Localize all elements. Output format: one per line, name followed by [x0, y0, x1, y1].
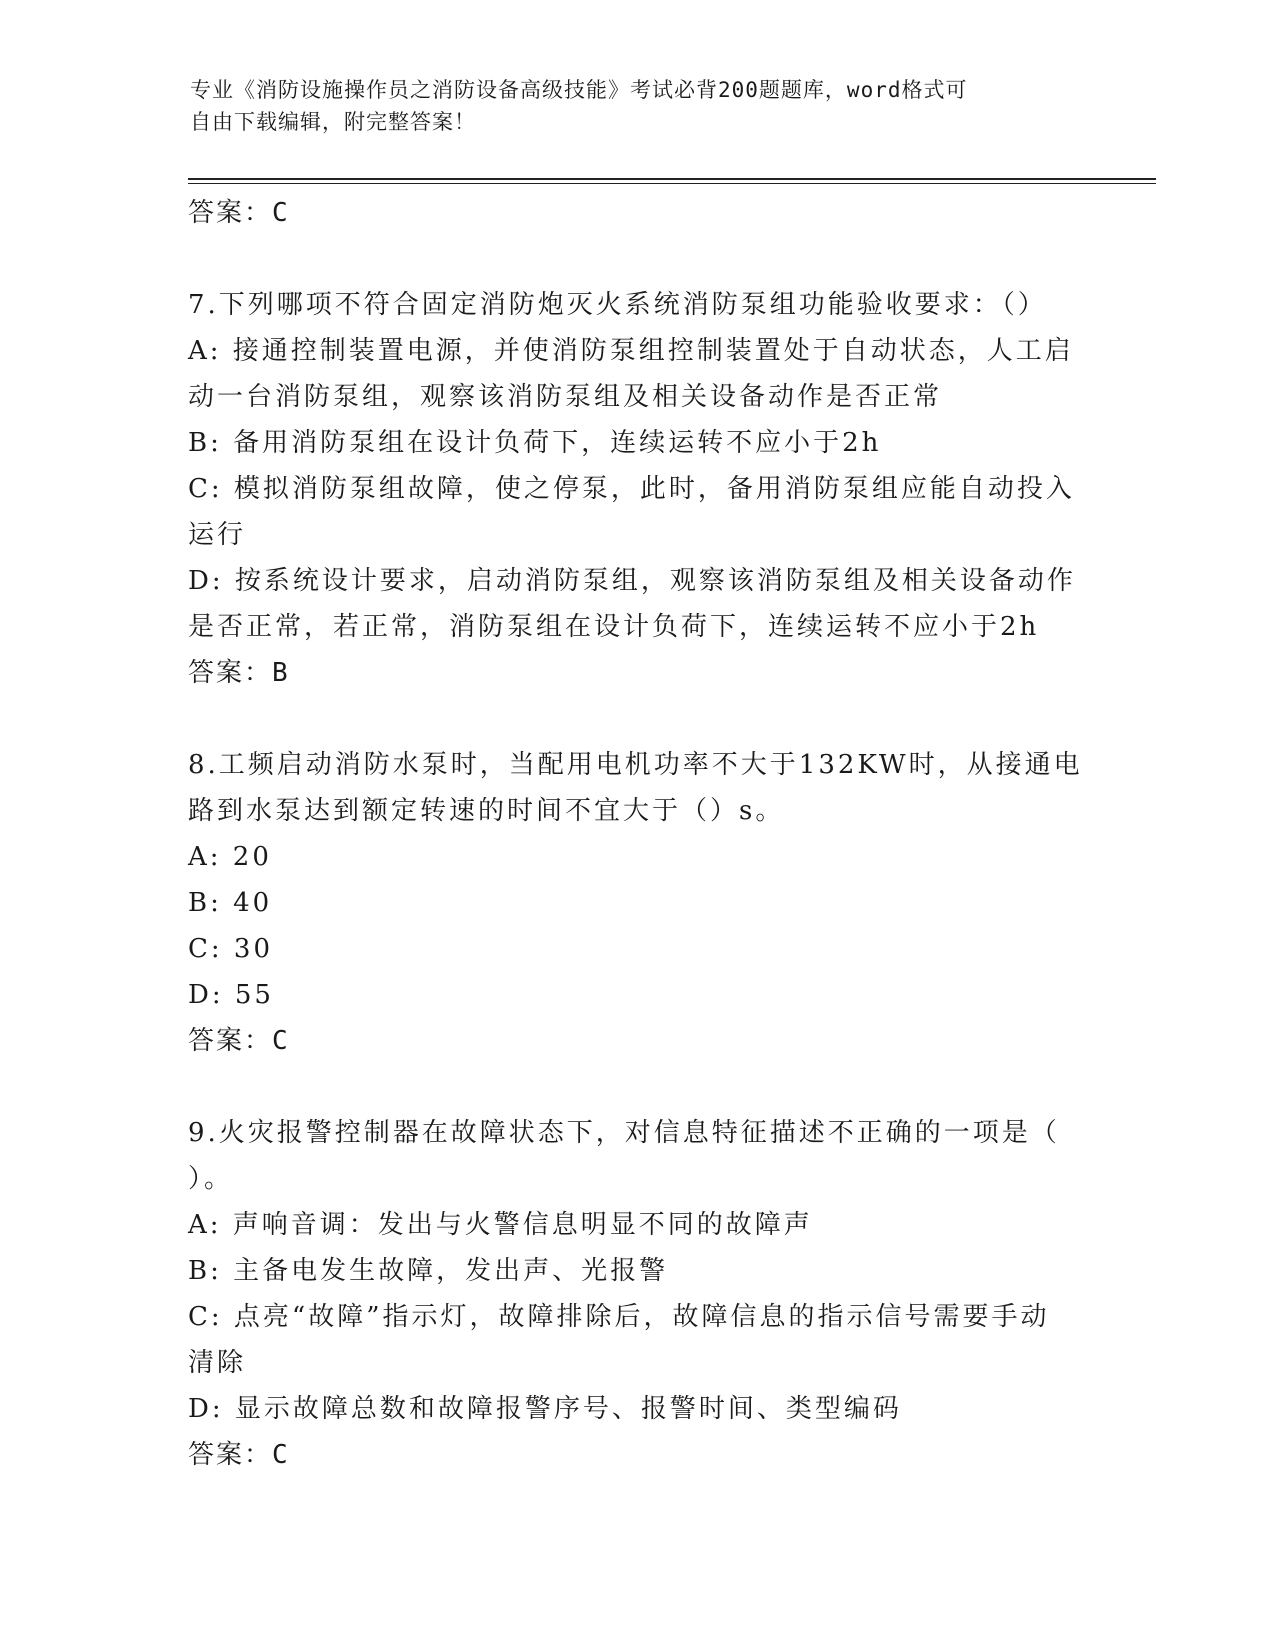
question-stem-line: 9.火灾报警控制器在故障状态下，对信息特征描述不正确的一项是（ — [188, 1118, 1060, 1148]
option-c-line: C: 30 — [188, 934, 274, 964]
option-a-line: A: 声响音调：发出与火警信息明显不同的故障声 — [188, 1210, 813, 1240]
question-7 — [188, 282, 1088, 696]
question-9 — [188, 1110, 1088, 1478]
question-stem-line: 8.工频启动消防水泵时，当配用电机功率不大于132KW时，从接通电 — [188, 750, 1083, 780]
option-a-line: A: 20 — [188, 842, 272, 872]
document-header — [190, 74, 1070, 138]
option-b-line: B: 主备电发生故障，发出声、光报警 — [188, 1256, 669, 1286]
question-list — [188, 190, 1088, 1478]
answer-line: 答案：B — [188, 658, 290, 688]
answer-line: 答案：C — [188, 1026, 290, 1056]
option-c-line: C: 点亮“故障”指示灯，故障排除后，故障信息的指示信号需要手动 — [188, 1302, 1050, 1332]
header-line-2: 自由下载编辑，附完整答案！ — [190, 110, 476, 134]
header-divider — [188, 178, 1156, 184]
option-c-line: C: 模拟消防泵组故障，使之停泵，此时，备用消防泵组应能自动投入 — [188, 474, 1075, 504]
option-d-line: 是否正常，若正常，消防泵组在设计负荷下，连续运转不应小于2h — [188, 612, 1040, 642]
question-stem-line: ）。 — [188, 1164, 234, 1194]
answer-line: 答案：C — [188, 198, 290, 228]
option-d-line: D: 显示故障总数和故障报警序号、报警时间、类型编码 — [188, 1394, 902, 1424]
header-line-1: 专业《消防设施操作员之消防设备高级技能》考试必背200题题库，word格式可 — [190, 78, 968, 102]
question-8 — [188, 742, 1088, 1064]
option-b-line: B: 备用消防泵组在设计负荷下，连续运转不应小于2h — [188, 428, 882, 458]
option-d-line: D: 55 — [188, 980, 274, 1010]
option-a-line: 动一台消防泵组，观察该消防泵组及相关设备动作是否正常 — [188, 382, 943, 412]
answer-line: 答案：C — [188, 1440, 290, 1470]
option-b-line: B: 40 — [188, 888, 273, 918]
option-c-line: 清除 — [188, 1348, 247, 1378]
option-a-line: A: 接通控制装置电源，并使消防泵组控制装置处于自动状态，人工启 — [188, 336, 1074, 366]
question-stem-line: 7.下列哪项不符合固定消防炮灭火系统消防泵组功能验收要求：（） — [188, 290, 1047, 320]
question-stem-line: 路到水泵达到额定转速的时间不宜大于（）s。 — [188, 796, 785, 826]
option-d-line: D: 按系统设计要求，启动消防泵组，观察该消防泵组及相关设备动作 — [188, 566, 1076, 596]
option-c-line: 运行 — [188, 520, 247, 550]
